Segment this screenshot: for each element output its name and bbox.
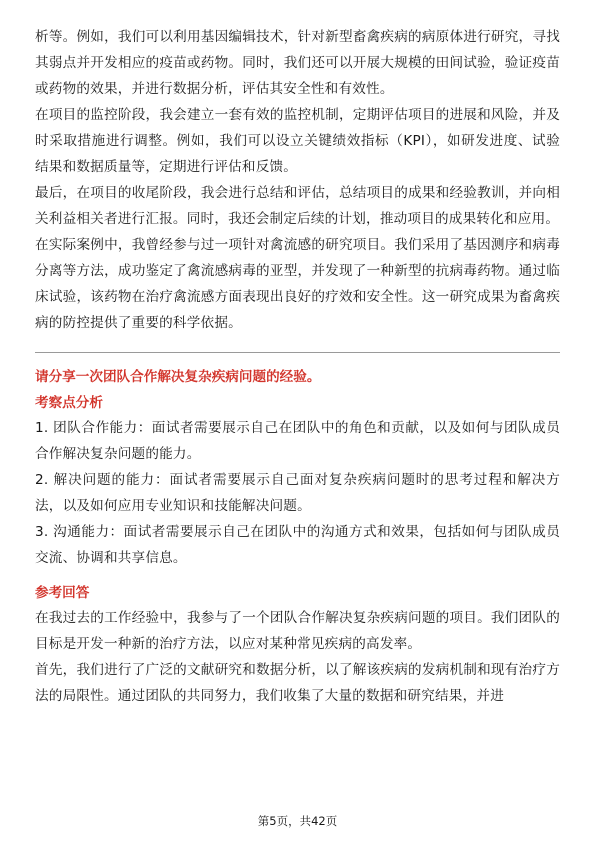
analysis-item: 3. 沟通能力：面试者需要展示自己在团队中的沟通方式和效果，包括如何与团队成员交流、协调和共享信息。 [35, 524, 560, 566]
page-number: 第5页，共42页 [257, 814, 338, 828]
section-divider [35, 352, 560, 353]
analysis-item: 1. 团队合作能力：面试者需要展示自己在团队中的角色和贡献，以及如何与团队成员合作解决复杂问题的能力。 [35, 420, 560, 462]
question-heading: 请分享一次团队合作解决复杂疾病问题的经验。 [35, 369, 321, 385]
answer-paragraph: 首先，我们进行了广泛的文献研究和数据分析，以了解该疾病的发病机制和现有治疗方法的局限性。通过团队的共同努力，我们收集了大量的数据和研究结果，并进 [35, 662, 560, 704]
spacer [35, 571, 560, 579]
body-paragraph: 析等。例如，我们可以利用基因编辑技术，针对新型畜禽疾病的病原体进行研究，寻找其弱点并开发相应的疫苗或药物。同时，我们还可以开展大规模的田间试验，验证疫苗或药物的效果，并进行数据分析，评估其安全性和有效性。 [35, 29, 560, 97]
body-paragraph: 在项目的监控阶段，我会建立一套有效的监控机制，定期评估项目的进展和风险，并及时采取措施进行调整。例如，我们可以设立关键绩效指标（KPI），如研发进度、试验结果和数据质量等，定期进行评估和反馈。 [35, 107, 560, 175]
body-paragraph: 在实际案例中，我曾经参与过一项针对禽流感的研究项目。我们采用了基因测序和病毒分离等方法，成功鉴定了禽流感病毒的亚型，并发现了一种新型的抗病毒药物。通过临床试验，该药物在治疗禽流感方面表现出良好的疗效和安全性。这一研究成果为畜禽疾病的防控提供了重要的科学依据。 [35, 237, 560, 331]
document-page [35, 24, 560, 709]
analysis-heading: 考察点分析 [35, 395, 103, 411]
body-paragraph: 最后，在项目的收尾阶段，我会进行总结和评估，总结项目的成果和经验教训，并向相关利益相关者进行汇报。同时，我还会制定后续的计划，推动项目的成果转化和应用。 [35, 185, 560, 227]
answer-paragraph: 在我过去的工作经验中，我参与了一个团队合作解决复杂疾病问题的项目。我们团队的目标是开发一种新的治疗方法，以应对某种常见疾病的高发率。 [35, 610, 560, 652]
analysis-item: 2. 解决问题的能力：面试者需要展示自己面对复杂疾病问题时的思考过程和解决方法，以及如何应用专业知识和技能解决问题。 [35, 472, 560, 514]
answer-heading: 参考回答 [35, 585, 90, 601]
